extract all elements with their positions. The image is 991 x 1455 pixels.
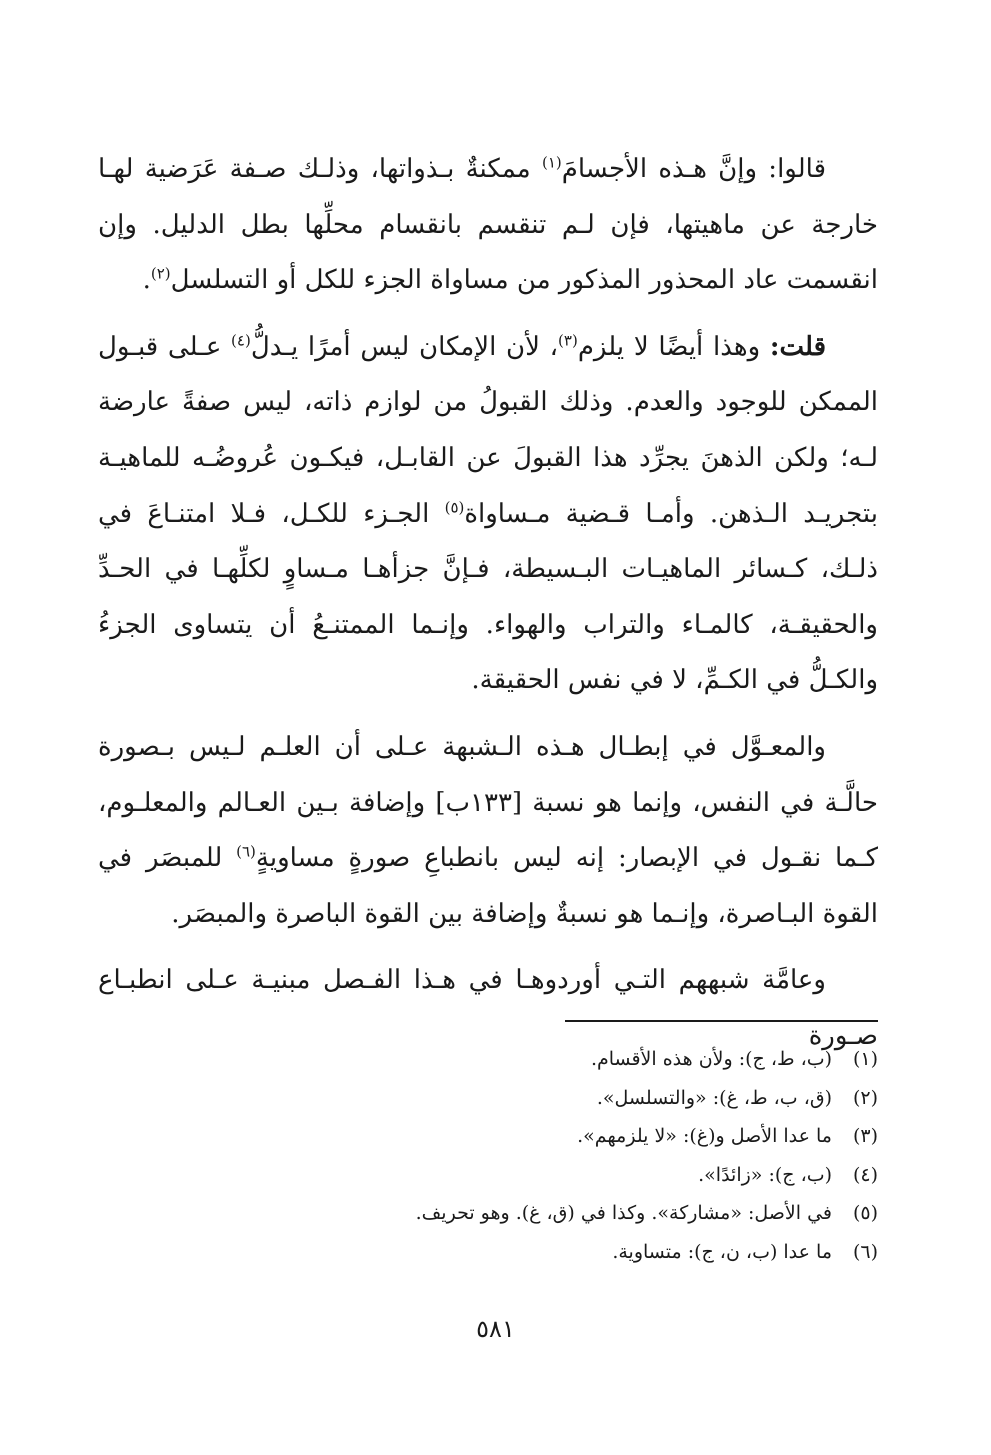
footnote-number: (٣) xyxy=(852,1125,878,1148)
footnote-ref-4[interactable]: (٤) xyxy=(231,331,251,350)
paragraph-1 xyxy=(98,142,878,309)
text-run: وهذا أيضًا لا يلزم xyxy=(577,331,770,362)
text-run: للمبصَر في القوة البـاصرة، وإنـما هو نسبةٌ وإضافة بين القوة الباصرة والمبصَر. xyxy=(98,843,878,929)
text-run: الجـزء للكـل، فـلا امتنـاعَ في ذلـك، كـسائر الماهيـات البـسيطة، فـإنَّ جزأهـا مـساوٍ لكلِّهـا في الحـدِّ والحقيقـة، كالمـاء والتراب والهواء. وإنـما الممتنـعُ أن يتساوى الجزءُ والكـلُّ في الكـمِّ، لا في نفس الحقيقة. xyxy=(98,498,878,696)
footnote-separator xyxy=(565,1020,878,1022)
footnote-4 xyxy=(98,1156,878,1195)
footnote-text: في الأصل: «مشاركة». وكذا في (ق، غ). وهو تحريف. xyxy=(415,1202,832,1225)
footnote-text: ما عدا الأصل و(غ): «لا يلزمهم». xyxy=(577,1125,832,1148)
footnote-text: (ب، ج): «زائدًا». xyxy=(698,1163,832,1186)
footnote-5 xyxy=(98,1194,878,1233)
footnote-number: (٥) xyxy=(852,1202,878,1225)
footnote-ref-5[interactable]: (٥) xyxy=(444,497,465,516)
paragraph-lead: قلت: xyxy=(769,331,827,362)
footnote-ref-6[interactable]: (٦) xyxy=(236,842,256,861)
text-run: ممكنةٌ بـذواتها، وذلـك صـفة عَرَضية لهـا خارجة عن ماهيتها، فإن لـم تنقسم بانقسام محلِّها بطل الدليل. وإن انقسمت عاد المحذور المذكور من مساواة الجزء للكل أو التسلسل xyxy=(98,154,878,296)
footnote-1 xyxy=(98,1040,878,1079)
footnote-ref-3[interactable]: (٣) xyxy=(558,331,578,350)
footnote-ref-1[interactable]: (١) xyxy=(541,153,562,172)
footnote-text: ما عدا (ب، ن، ج): متساوية. xyxy=(612,1240,832,1263)
footnote-text: (ب، ط، ج): ولأن هذه الأقسام. xyxy=(590,1048,832,1070)
footnote-number: (٤) xyxy=(852,1163,878,1186)
footnote-6 xyxy=(98,1233,878,1272)
footnote-number: (١) xyxy=(852,1048,878,1070)
footnotes xyxy=(98,1040,878,1272)
paragraph-3 xyxy=(98,720,878,942)
footnote-text: (ق، ب، ط، غ): «والتسلسل». xyxy=(596,1086,832,1109)
text-run: قالوا: وإنَّ هـذه الأجسامَ xyxy=(561,154,826,184)
footnote-2 xyxy=(98,1079,878,1118)
footnote-3 xyxy=(98,1117,878,1156)
text-run: . xyxy=(142,265,151,296)
text-run: والمعـوَّل في إبطـال هـذه الـشبهة عـلى أن العلـم لـيس بـصورة حالَّـة في النفس، وإنما هو نسبة [١٣٣ب] وإضافة بـين العـالم والمعلـوم، كـما نقـول في الإبصار: إنه ليس بانطباعِ صورةٍ مساويةٍ xyxy=(98,731,878,874)
page-number: ٥٨١ xyxy=(476,1315,515,1343)
footnote-number: (٢) xyxy=(852,1086,878,1109)
footnote-ref-2[interactable]: (٢) xyxy=(150,264,171,283)
footnote-number: (٦) xyxy=(852,1240,878,1263)
text-run: وعامَّة شبههم التـي أوردوهـا في هـذا الفـصل مبنيـة عـلى انطبـاع صـورة xyxy=(98,965,878,1051)
text-run: ، لأن الإمكان ليس أمرًا يـدلُّ xyxy=(250,331,559,362)
main-text xyxy=(98,142,878,1076)
text-run: عـلى قبـول الممكن للوجود والعدم. وذلك القبولُ من لوازم ذاته، ليس صفةً عارضة لـه؛ ولكن الذهنَ يجرِّد هذا القبولَ عن القابـل، فيكـون عُروضُـه للماهيـة بتجريـد الـذهن. وأمـا قـضية مـساواة xyxy=(98,331,878,529)
paragraph-2 xyxy=(98,320,878,709)
